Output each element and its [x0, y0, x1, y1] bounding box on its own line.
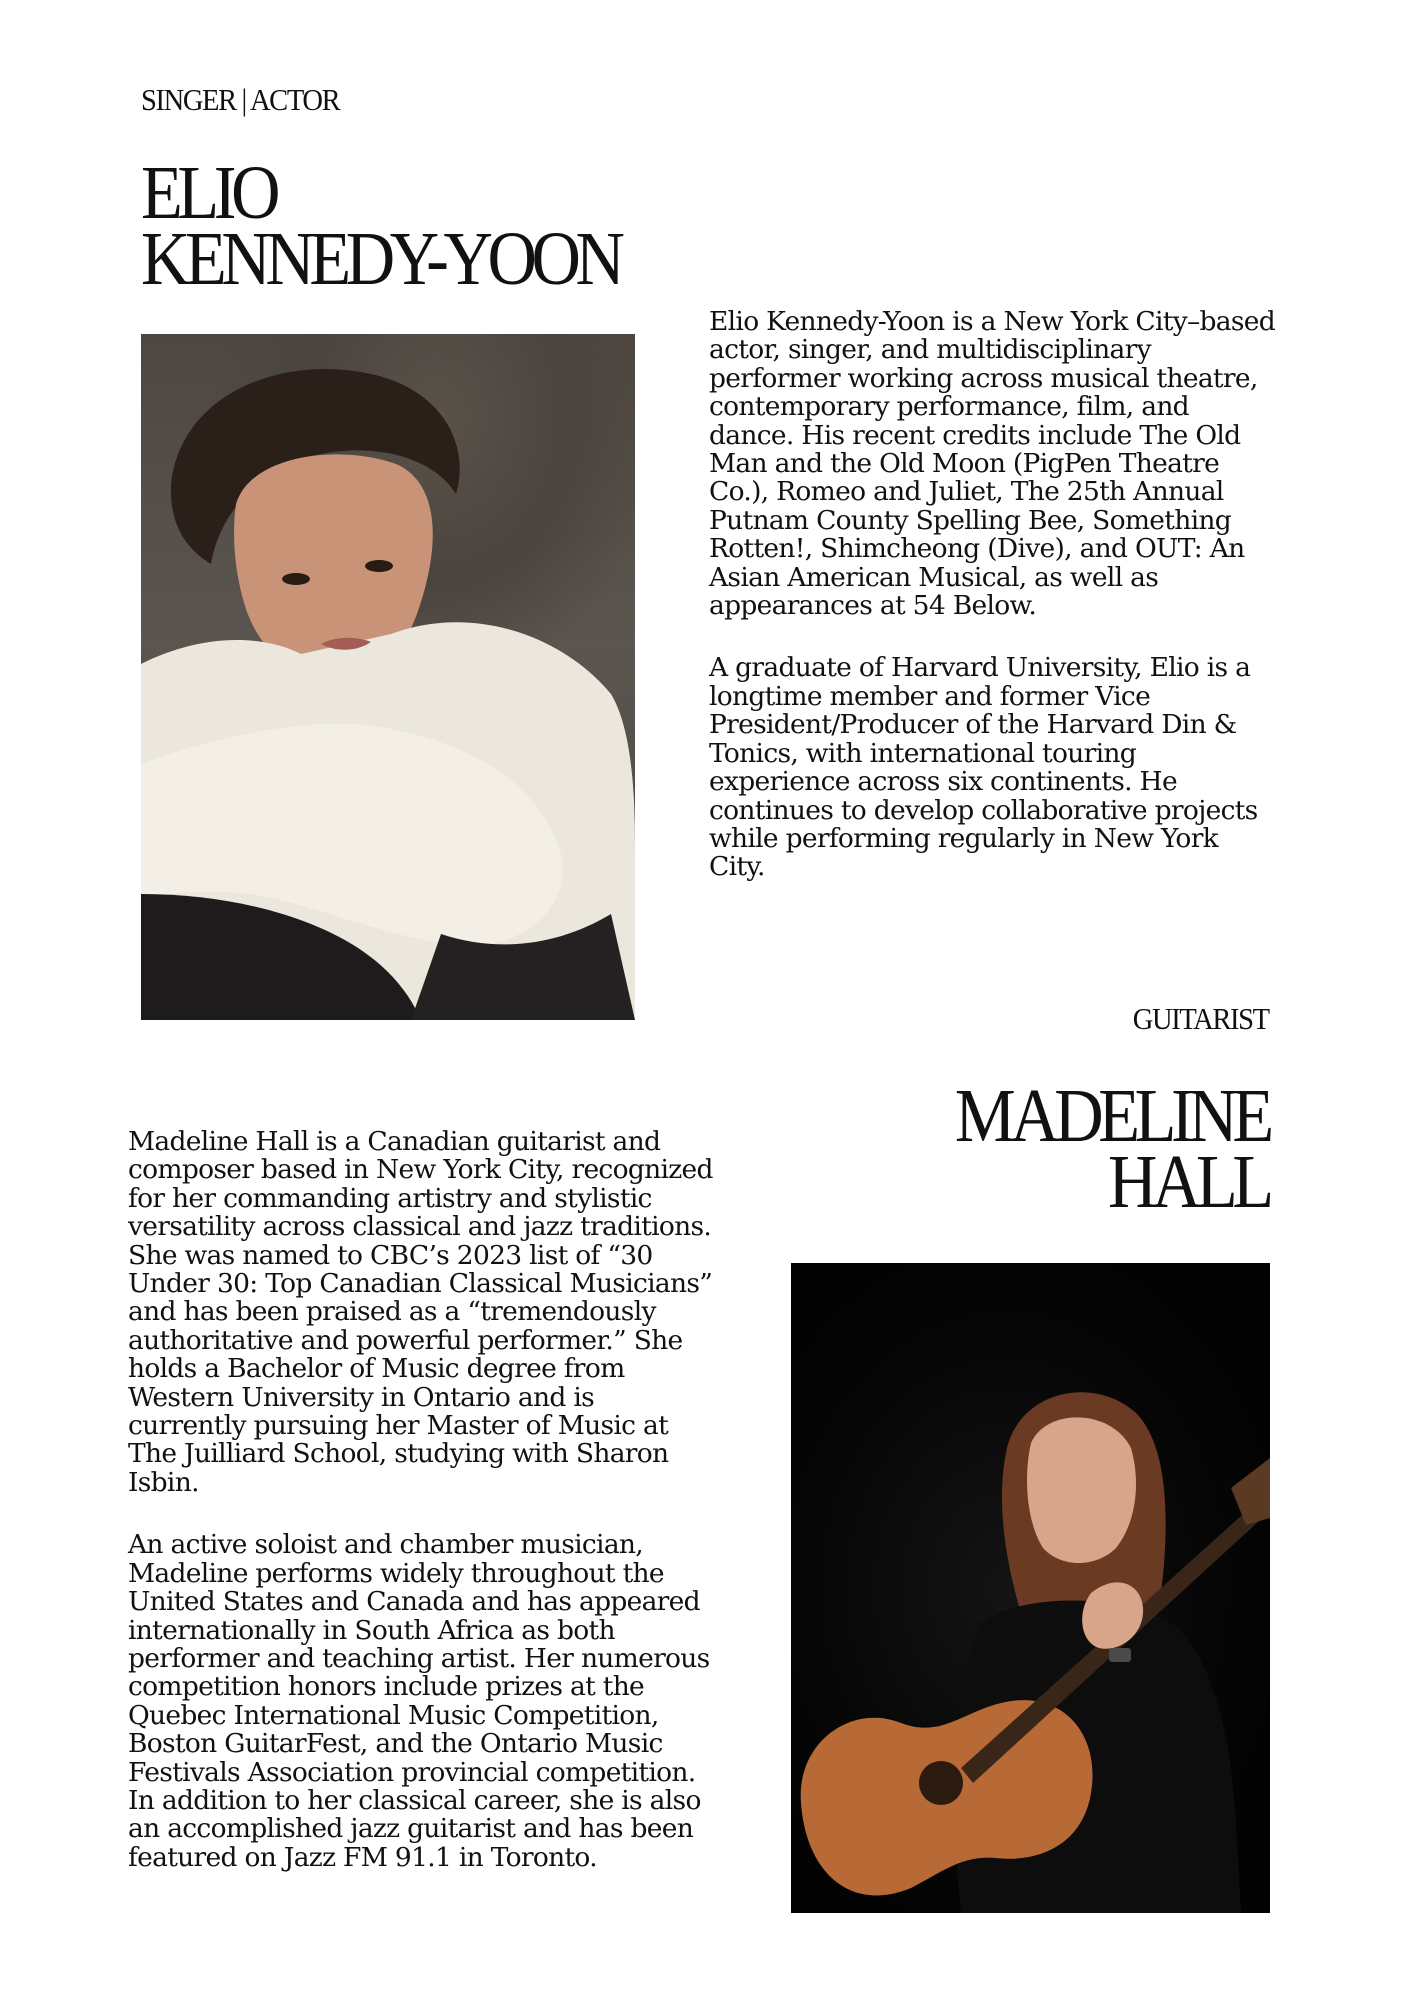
madeline-biography: [128, 1128, 718, 1906]
elio-portrait-photo: [141, 334, 635, 1020]
madeline-name-line-2: HALL: [1108, 1140, 1269, 1224]
elio-biography: [709, 308, 1279, 916]
elio-name-heading: [141, 151, 620, 301]
madeline-portrait-illustration: [791, 1263, 1270, 1913]
elio-role-label: SINGER | ACTOR: [141, 82, 340, 117]
elio-name-line-2: KENNEDY-YOON: [141, 217, 620, 301]
madeline-portrait-photo: [791, 1263, 1270, 1913]
madeline-bio-paragraph: Madeline Hall is a Canadian guitarist and composer based in New York City, recognized for her commanding artistry and stylistic versatility across classical and jazz traditions. She was named to CBC’s 2023 list of “30 Under 30: Top Canadian Classical Musicians” and has been praised as a “tremendously authoritative and powerful performer.” She holds a Bachelor of Music degree from Western University in Ontario and is currently pursuing her Master of Music at The Juilliard School, studying with Sharon Isbin.: [128, 1126, 713, 1498]
elio-portrait-illustration: [141, 334, 635, 1020]
elio-bio-paragraph: A graduate of Harvard University, Elio is a longtime member and former Vice President/Producer of the Harvard Din & Tonics, with international touring experience across six continents. He continues to develop collaborative projects while performing regularly in New York City.: [709, 652, 1258, 883]
madeline-role-label: GUITARIST: [1133, 1001, 1269, 1036]
madeline-name-heading: [955, 1074, 1269, 1224]
elio-bio-paragraph: Elio Kennedy-Yoon is a New York City–based actor, singer, and multidisciplinary performer working across musical theatre, contemporary performance, film, and dance. His recent credits include The Old Man and the Old Moon (PigPen Theatre Co.), Romeo and Juliet, The 25th Annual Putnam County Spelling Bee, Something Rotten!, Shimcheong (Dive), and OUT: An Asian American Musical, as well as appearances at 54 Below.: [709, 306, 1276, 622]
elio-name-line-1: ELIO: [141, 151, 276, 235]
madeline-bio-paragraph: An active soloist and chamber musician, Madeline performs widely throughout the United States and Canada and has appeared internationally in South Africa as both performer and teaching artist. Her numerous competition honors include prizes at the Quebec International Music Competition, Boston GuitarFest, and the Ontario Music Festivals Association provincial competition. In addition to her classical career, she is also an accomplished jazz guitarist and has been featured on Jazz FM 91.1 in Toronto.: [128, 1529, 710, 1873]
madeline-name-line-1: MADELINE: [955, 1074, 1269, 1158]
